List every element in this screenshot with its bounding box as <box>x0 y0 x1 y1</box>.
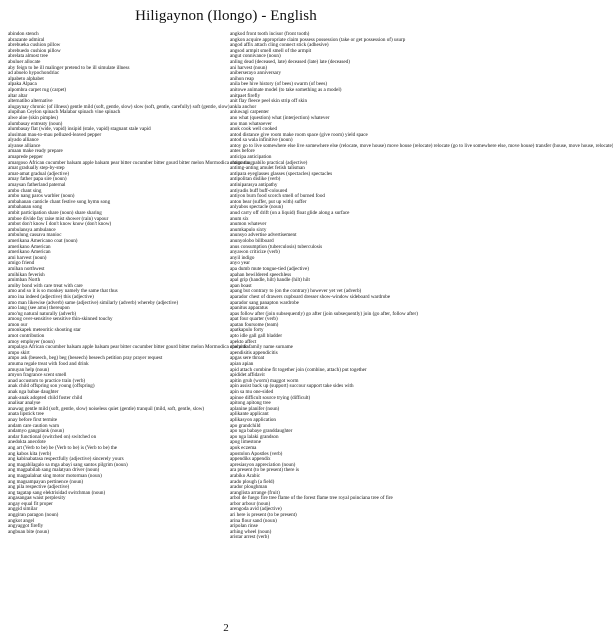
dictionary-entry: ang magsampayan pertinence (noun) <box>8 478 84 485</box>
dictionary-entry: apid attach combine fit together join (combine, attach) put together <box>230 366 367 373</box>
dictionary-entry: amo man likewise (adverb) same (adjective) similarly (adverb) whereby (adjective) <box>8 299 179 306</box>
dictionary-entry: amat gradually step-by-step <box>8 165 65 172</box>
dictionary-entry: anihon reap <box>230 75 254 82</box>
dictionary-entry: alyado alliance <box>8 137 39 144</box>
dictionary-entry: alyanse alliance <box>8 142 41 149</box>
dictionary-entry: apresiasyon appreciation (noun) <box>230 461 296 468</box>
page-title: Hiligaynon (Ilongo) - English <box>135 8 317 24</box>
dictionary-entry: angut connivance (noun) <box>230 53 281 60</box>
dictionary-entry: alpombra carpet rug (carpet) <box>8 86 67 93</box>
dictionary-entry: ang tagatap sang elektrisidad switchman (noun) <box>8 489 106 496</box>
dictionary-entry: amo lang (see amo) thereupon <box>8 305 70 312</box>
dictionary-entry: ang pila respective (adjective) <box>8 484 70 491</box>
dictionary-entry: apat four quarter (verb) <box>230 316 278 323</box>
dictionary-entry: apelyido family name surname <box>230 344 293 351</box>
dictionary-entry: apin assist back up (support) succour support take sides with <box>230 383 354 390</box>
dictionary-columns <box>8 31 613 620</box>
dictionary-entry: amerikano American <box>8 249 51 256</box>
dictionary-entry: antiyadis buff buff-coloured <box>230 187 288 194</box>
dictionary-entry: amihan northwest <box>8 265 45 272</box>
dictionary-entry: antoy go to live somewhere else live somewhere else (relocate, move house) move house (relocate) relocate (go to live somewhere else, move house) transfer (house, move house, relocate) <box>230 142 613 149</box>
dictionary-entry: arador ploughman <box>230 484 268 491</box>
dictionary-entry: angod affix attach cling connect stick (adhesive) <box>230 42 329 49</box>
dictionary-entry: amerikano American <box>8 243 51 250</box>
dictionary-entry: aripolan rinse <box>230 523 258 530</box>
dictionary-entry: amaprede pepper <box>8 154 43 161</box>
dictionary-entry: antipara eyeglasses glasses (spectacles) spectacles <box>230 170 333 177</box>
dictionary-entry: apin sa mu one-sided <box>230 389 274 395</box>
dictionary-entry: antes before <box>230 148 255 155</box>
dictionary-entry: ambahanan canticle chant festive song hymn song <box>8 198 111 205</box>
dictionary-entry: amihikan feverish <box>8 271 45 278</box>
dictionary-entry: alugaynay chronic (of illness) gentle mild (soft, gentle, slow) slow (soft, gentle, carefully) soft (gentle, slow) <box>8 103 230 110</box>
dictionary-entry: ambulansya ambulance <box>8 226 56 233</box>
dictionary-entry: andar functional (switched on) switched on <box>8 433 97 440</box>
dictionary-entry: amoy employer (noun) <box>8 338 55 345</box>
dictionary-entry: amyon fragrance scent smell <box>8 372 67 379</box>
dictionary-entry: abuluer allocate <box>8 58 41 65</box>
dictionary-entry: andamyo gangplank (noun) <box>8 428 65 435</box>
dictionary-entry: ampalaya African cucumber balsam apple balsam pear bitter cucumber bitter gourd bitter melon Mormodica charantia <box>8 344 249 351</box>
dictionary-entry: antiniparasya antipathy <box>230 182 278 189</box>
dictionary-entry: apan boast <box>230 282 252 289</box>
dictionary-entry: anggid similar <box>8 506 38 513</box>
dictionary-entry: anila bee hive history (of bees) swarm (of bees) <box>230 81 328 88</box>
dictionary-entry: apo grandchild <box>230 422 261 429</box>
dictionary-entry: ambit participation share (noun) share sharing <box>8 210 102 216</box>
dictionary-entry: angkon acquire appropriate claim possess possession (take or get possession of) usurp <box>230 36 406 43</box>
dictionary-entry: amuyan help (noun) <box>8 366 50 373</box>
dictionary-entry: arhing wheel (noun) <box>230 528 272 535</box>
dictionary-entry: ampo ask (beseech, beg) beg (beseech) beseech petition pray prayer request <box>8 355 163 362</box>
dictionary-entry: amay father papa sire (noun) <box>8 176 67 183</box>
dictionary-entry: anawag gentle mild (soft, gentle, slow) noiseless quiet (gentle) tranquil (mild, soft, gentle, slow) <box>8 405 205 412</box>
dictionary-entry: ambulung cassava manioc <box>8 232 62 239</box>
dictionary-entry: anad accustom to practice train (verb) <box>8 377 86 384</box>
dictionary-entry: angkod front tooth incisor (front tooth) <box>230 31 310 37</box>
dictionary-entry: anumkapulo sixty <box>230 226 267 233</box>
dictionary-entry: apatkapulo forty <box>230 327 264 334</box>
dictionary-entry: abrebuedo cushion pillow <box>8 47 61 54</box>
dictionary-entry: ani harvest (noun) <box>230 64 268 71</box>
dictionary-entry: altar altar <box>8 92 28 99</box>
dictionary-entry: amoog over-sensitive sensitive thin-skinned touchy <box>8 316 113 323</box>
dictionary-entry: apo nga babaye granddaughter <box>230 428 293 435</box>
dictionary-entry: ang magabilagalo sa mga abayi sang santos pilgrim (noun) <box>8 461 128 468</box>
dictionary-entry: aparador chest of drawers cupboard dresser show-window sideboard wardrobe <box>230 293 391 300</box>
dictionary-entry: alumbasay entreaty (noun) <box>8 120 63 127</box>
dictionary-entry: abrebueka cushion pillow <box>8 42 61 49</box>
dictionary-entry: antod sa wala infinitive (noun) <box>230 137 293 144</box>
dictionary-entry: anitowe animate model (to take something as a model) <box>230 86 342 93</box>
dictionary-entry: apian apian <box>230 361 254 368</box>
dictionary-entry: apok eczema <box>230 444 257 451</box>
dictionary-entry: alusiman mau-to-mau pelluzed-leaved pepper <box>8 131 102 138</box>
dictionary-entry: ankla anchor <box>230 103 257 110</box>
dictionary-entry: apa dumb mute tongue-tied (adjective) <box>230 265 309 272</box>
dictionary-entry: angkot angel <box>8 517 35 524</box>
dictionary-entry: antod distance give room make room space (give room) yield space <box>230 131 368 138</box>
dictionary-entry: anus consumption (tuberculosis) tuberculosis <box>230 243 323 250</box>
dictionary-entry: apekto affect <box>230 338 257 345</box>
dictionary-entry: abrelata almost tree <box>8 53 48 60</box>
dictionary-entry: apal grip (handle, hilt) handle (hilt) hilt <box>230 277 310 284</box>
dictionary-entry: apendisitis appendicitis <box>230 349 278 356</box>
dictionary-entry: alpaka Alpaca <box>8 81 37 88</box>
dictionary-entry: anlyabos spectacle (noun) <box>230 204 283 211</box>
dictionary-entry: alwe aloe (skin pimples) <box>8 114 58 121</box>
dictionary-entry: anyawon criticize (verb) <box>230 249 280 256</box>
right-column <box>230 31 613 541</box>
dictionary-entry: anyo year <box>230 260 250 267</box>
dictionary-entry: apididet affidavit <box>230 372 265 379</box>
dictionary-entry: anud carry off drift (on a liquid) float glide along a surface <box>230 210 350 216</box>
dictionary-entry: anitpaet firefly <box>230 92 261 99</box>
dictionary-entry: anumon whatever <box>230 221 267 228</box>
dictionary-entry: aniberserayo anniversary <box>230 70 282 77</box>
dictionary-entry: ad abuelo hypochondriac <box>8 70 60 77</box>
dictionary-entry: anit flay fleece peel skin strip off skin <box>230 98 307 105</box>
dictionary-entry: antipolitan dislike (verb) <box>230 176 281 183</box>
dictionary-entry: amaysan fatherland paternal <box>8 182 66 189</box>
dictionary-entry: alupihan Ceylon spinach Malabar spinach vine spinach <box>8 109 121 116</box>
dictionary-entry: ari here is present (to be present) <box>230 512 297 519</box>
dictionary-entry: amigo friend <box>8 260 35 267</box>
dictionary-entry: anum six <box>230 215 249 222</box>
dictionary-entry: amo ina indeed (adjective) this (adjective) <box>8 293 94 300</box>
dictionary-entry: arina flour sand (noun) <box>230 517 277 524</box>
dictionary-entry: amiby bond with care treat with care <box>8 282 83 289</box>
dictionary-entry: amot contribution <box>8 333 45 340</box>
dictionary-entry: amargoso African cucumber balsam apple balsam pear bitter cucumber bitter gourd bitter melon Mormodica charantia <box>8 159 249 166</box>
dictionary-entry: anton bear (suffer, put up with) suffer <box>230 198 307 205</box>
dictionary-entry: amerikana Americano coat (noun) <box>8 237 78 244</box>
dictionary-entry: arengoda avid (adjective) <box>230 506 282 513</box>
dictionary-entry: anunsyo advertise advertisement <box>230 232 297 239</box>
dictionary-entry: arado plough (a field) <box>230 478 275 485</box>
dictionary-entry: anyil indigo <box>230 254 255 261</box>
dictionary-entry: antiyon burn food scorch smell of burned food <box>230 193 325 200</box>
page-number: 2 <box>223 622 229 634</box>
dictionary-entry: aparador sang panapton wardrobe <box>230 299 299 306</box>
dictionary-entry: amo and so it is so monkey namely the same that thus <box>8 288 118 295</box>
dictionary-entry: anata lipstick tree <box>8 411 44 418</box>
dictionary-entry: aristar arrest (verb) <box>230 534 270 541</box>
dictionary-entry: ano man whatsoever <box>230 120 272 127</box>
dictionary-entry: anok cook well cooked <box>230 126 278 133</box>
dictionary-entry: amat-amat gradual (adjective) <box>8 170 70 177</box>
dictionary-entry: alpabeto alphabet <box>8 75 44 82</box>
dictionary-entry: amo'ng natural naturally (adverb) <box>8 310 77 317</box>
dictionary-entry: apatan foursome (team) <box>230 321 279 328</box>
dictionary-entry: ambahanan song <box>8 204 43 211</box>
dictionary-entry: apinoe difficult source trying (difficult) <box>230 394 311 401</box>
dictionary-entry: anggiran paragon (noun) <box>8 512 59 519</box>
dictionary-entry: arbor arbour (noun) <box>230 500 271 507</box>
dictionary-entry: ang art (Verb to be) be (Verb to be) is (Verb to be) the <box>8 444 118 451</box>
dictionary-entry: apas follow after (join subsequently) go after (join subsequently) join (go after, follow after) <box>230 310 418 317</box>
dictionary-entry: amon our <box>8 321 28 328</box>
dictionary-entry: amimban North <box>8 277 41 284</box>
dictionary-entry: anling dead (deceased, late) deceased (late) late (deceased) <box>230 58 350 65</box>
dictionary-entry: ang magpabilab sang malatyan driver (noun) <box>8 467 100 474</box>
dictionary-entry: angasangaя waist perplexity <box>8 495 66 502</box>
dictionary-entry: apitin grub (worm) maggot worm <box>230 377 299 384</box>
dictionary-entry: arabiko Arabic <box>230 472 261 479</box>
dictionary-entry: anak-anak adopted child foster child <box>8 394 83 401</box>
dictionary-entry: ano what (question) what (interjection) whatever <box>230 114 330 121</box>
dictionary-entry: apang but contrary to (on the contrary) however yet vet (adverb) <box>230 288 362 295</box>
dictionary-entry: aplikasyon application <box>230 416 276 423</box>
dictionary-entry: anak nga babae daughter <box>8 389 59 395</box>
dictionary-entry: analisar analyse <box>8 400 41 407</box>
dictionary-entry: ara present (to be present) there is <box>230 467 300 474</box>
dictionary-entry: apostolon Apostles (verb) <box>230 450 283 457</box>
dictionary-entry: abrazante admiral <box>8 36 45 43</box>
dictionary-entry: ambo chant sing <box>8 187 42 194</box>
dictionary-entry: antimg-anting amulet fetish talisman <box>230 165 305 172</box>
dictionary-entry: anak child offspring son young (offspring) <box>8 383 95 390</box>
dictionary-entry: apanitus apparatus <box>230 305 268 312</box>
dictionary-entry: ambo nang paros warbler (noun) <box>8 193 75 200</box>
dictionary-entry: abindon stench <box>8 31 39 37</box>
dictionary-entry: ang kabos kita (verb) <box>8 450 52 457</box>
dictionary-entry: angay equal fit proper <box>8 500 53 507</box>
dictionary-entry: aranglista arrange (fruit) <box>230 489 280 496</box>
dictionary-entry: angyaggot firefly <box>8 523 44 530</box>
dictionary-entry: anedoktа anecdote <box>8 439 46 446</box>
dictionary-entry: anluwagi carpenter <box>230 109 269 116</box>
dictionary-entry: apog limestone <box>230 439 261 446</box>
dictionary-entry: ami harvest (noun) <box>8 254 47 261</box>
dictionary-entry: apo nga lalaki grandson <box>230 433 279 440</box>
dictionary-entry: anticipa anticipation <box>230 154 272 161</box>
dictionary-entry: amboe divide fay raise mist shower (rain) vapour <box>8 215 109 222</box>
dictionary-entry: anunyolobo billboard <box>230 237 274 244</box>
dictionary-entry: alternatibo alternative <box>8 98 53 105</box>
dictionary-entry: antigo magpabilo practical (adjective) <box>230 159 308 166</box>
dictionary-entry: apgas sere throat <box>230 355 265 362</box>
dictionary-entry: aplanine planifer (noun) <box>230 405 280 412</box>
dictionary-entry: appendiks appendix <box>230 456 271 463</box>
dictionary-entry: aby feign to be ill malinger pretend to be ill simulate illness <box>8 64 130 71</box>
dictionary-entry: arbol de fuego fire tree flame of the forest flame tree royal poinciana tree of fire <box>230 495 393 502</box>
dictionary-entry: apto idle gall gall bladder <box>230 333 283 340</box>
dictionary-entry: ang magpalalnat sing motor motorman (noun) <box>8 472 102 479</box>
dictionary-entry: ang kabinabatasa respectfully (adjective) sincerely yours <box>8 456 124 463</box>
dictionary-entry: amuma regale treat with food and drink <box>8 361 89 368</box>
dictionary-entry: angbuan bite (noun) <box>8 528 50 535</box>
dictionary-entry: ampo skirt <box>8 349 30 356</box>
dictionary-entry: apitong apitong tree <box>230 400 271 407</box>
dictionary-entry: aplikante applicant <box>230 411 269 418</box>
dictionary-entry: apahan bewildered speechless <box>230 271 292 278</box>
dictionary-entry: amonkapek meteoritic shooting star <box>8 327 81 334</box>
dictionary-entry: anay before first termite <box>8 416 58 423</box>
dictionary-entry: alumbasay flat (wide, vapid) insipid (stale, vapid) stagnant stale vapid <box>8 126 151 133</box>
dictionary-entry: ambot don't know I don't know know (don't know) <box>8 221 112 228</box>
dictionary-entry: andam care caution warn <box>8 422 60 429</box>
dictionary-entry: angsod armpit smell smell of the armpit <box>230 47 312 54</box>
dictionary-entry: amaan make ready prepare <box>8 148 63 155</box>
